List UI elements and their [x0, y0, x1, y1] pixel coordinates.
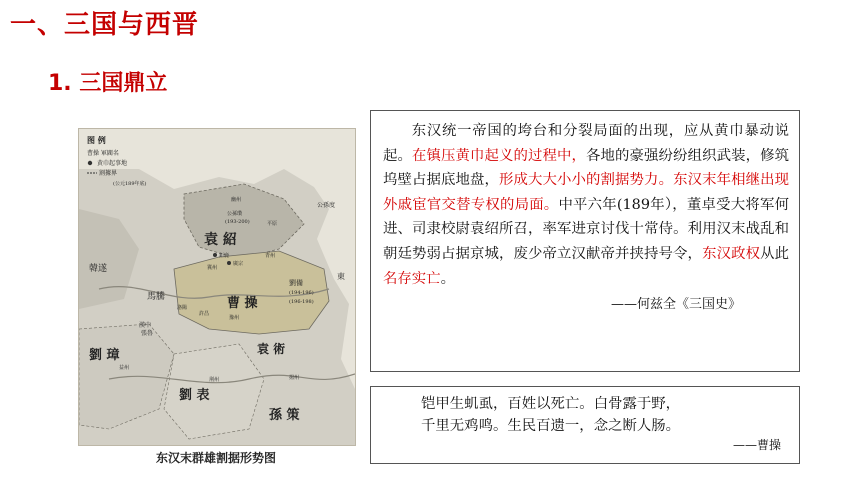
svg-text:揚州: 揚州: [289, 375, 300, 381]
svg-text:張魯: 張魯: [141, 330, 154, 337]
svg-text:(194-196): (194-196): [289, 290, 314, 296]
map-label-sunce: 孫 策: [269, 408, 300, 423]
map-label-liubiao: 劉 表: [179, 388, 210, 403]
svg-text:東: 東: [337, 272, 345, 281]
legend-title: 图 例: [87, 135, 106, 145]
map-label-gongsundu: 公孫度: [317, 202, 336, 209]
svg-text:(193-200): (193-200): [225, 219, 250, 225]
poem-box: [370, 386, 800, 464]
svg-text:漢中: 漢中: [139, 322, 152, 329]
map-label-yuanshu: 袁 術: [257, 342, 286, 356]
quote-highlight: 东汉政权: [702, 245, 761, 262]
svg-text:冀州: 冀州: [207, 265, 218, 271]
map-label-liuzhang-1: 劉 璋: [89, 348, 120, 363]
quote-highlight: 在镇压黄巾起义的过程中，: [412, 147, 587, 164]
poem-author: ——曹操: [732, 438, 781, 452]
legend-note: (公元189年底): [113, 181, 147, 187]
svg-text:洛陽: 洛陽: [177, 305, 188, 311]
page-heading: 一、三国与西晋: [10, 10, 200, 40]
svg-text:(196-198): (196-198): [289, 299, 314, 305]
quote-highlight: 形成大大小小的割据势力。东汉末年相继出现外戚宦官交替专权的局面。: [383, 172, 789, 213]
quote-segment: 东汉统一帝国的垮台和分裂局面的出现，应从黄巾暴动说起。: [383, 123, 789, 164]
map-label-hansui: 韓遂: [89, 264, 108, 274]
map-label-liubei: 劉備: [289, 279, 303, 287]
quote-text: [383, 119, 789, 291]
legend-item: 黄巾起事地: [97, 160, 128, 167]
map-label-yuanshao: 袁 紹: [204, 232, 237, 248]
svg-text:鉅鹿: 鉅鹿: [219, 253, 230, 259]
quote-segment: 各地的豪强纷纷组织武装，修筑坞壁占据底地盘，: [383, 147, 789, 189]
map-caption: 东汉末群雄割据形势图: [155, 451, 276, 465]
svg-text:幽州: 幽州: [231, 197, 242, 203]
quote-segment: 从此: [760, 245, 789, 262]
quote-segment: 中平六年(189年），董卓受大将军何进、司隶校尉袁绍所召，率军进京讨伐十常侍。利用汉末战乱和朝廷势弱占据京城，废少帝立汉献帝并挟持号令，: [383, 196, 789, 262]
poem-line: 铠甲生虮虱，百姓以死亡。白骨露于野，: [421, 396, 681, 412]
svg-text:荆州: 荆州: [209, 377, 220, 383]
map-label-caocao: 曹 操: [227, 296, 258, 311]
legend-item: 曹操 軍閥名: [87, 150, 119, 157]
svg-text:益州: 益州: [119, 365, 130, 371]
svg-text:許昌: 許昌: [199, 311, 210, 317]
svg-text:公孫瓚: 公孫瓚: [227, 211, 243, 217]
section-subheading: 1. 三国鼎立: [48, 71, 168, 96]
svg-text:廣宗: 廣宗: [233, 261, 244, 267]
quote-source: ——何兹全《三国史》: [610, 297, 741, 313]
legend-item: 割據界: [99, 170, 118, 177]
svg-text:青州: 青州: [265, 253, 276, 259]
quote-highlight: 名存实亡: [383, 270, 441, 287]
svg-text:平原: 平原: [267, 221, 278, 227]
map-label-mateng: 馬騰: [147, 292, 166, 302]
svg-text:豫州: 豫州: [229, 315, 240, 321]
historical-quote-box: [370, 110, 800, 372]
quote-segment: 。: [440, 270, 455, 287]
historical-map: [78, 128, 356, 446]
poem-line: 千里无鸡鸣。生民百遗一，念之断人肠。: [421, 418, 681, 434]
